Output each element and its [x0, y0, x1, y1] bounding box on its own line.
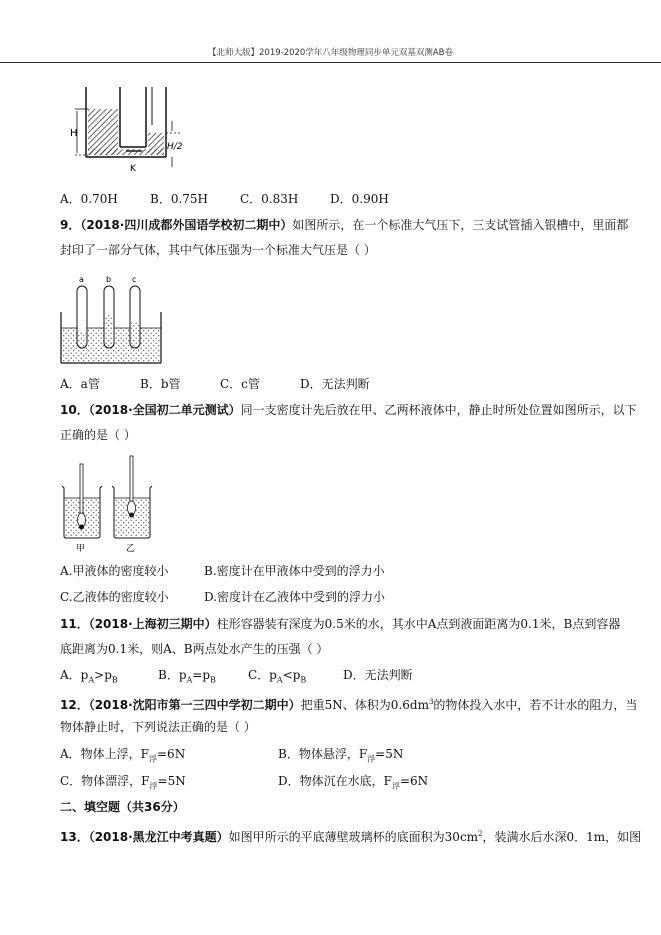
- q12-line1: 12．（2018·沈阳市第一三四中学初二期中）把重5N、体积为$0.6dm^3$的物体投入水中，若不计水的阻力，当: [60, 698, 638, 712]
- q10-number: 10．: [60, 403, 89, 417]
- q12-option-a: A．物体上浮，$F_浮=6N$: [60, 747, 186, 764]
- q9-number: 9．: [60, 218, 81, 232]
- q11-line2: 底距离为0.1米，则A、B两点处水产生的压强（ ）: [60, 642, 329, 656]
- q9-option-c: C．c管: [220, 377, 260, 391]
- q10-option-d: D.密度计在乙液体中受到的浮力小: [204, 590, 386, 604]
- label-h: H: [70, 128, 78, 139]
- q12-number: 12．: [60, 698, 89, 712]
- q11-option-a: A．$p_A>p_B$: [60, 668, 118, 685]
- q11-option-b: B．$p_A=p_B$: [158, 668, 216, 685]
- q8-option-d: D．0.90H: [330, 192, 389, 206]
- figure-test-tubes: [60, 272, 165, 367]
- q10-source: （2018·全国初二单元测试）: [88, 403, 241, 417]
- label-k: K: [130, 164, 136, 174]
- header-rule: [0, 62, 661, 63]
- q11-stem-1: 柱形容器装有深度为0.5米的水，其水中A点到液面距离为0.1米，B点到容器: [216, 617, 621, 631]
- q8-option-b: B．0.75H: [150, 192, 209, 206]
- q12-source: （2018·沈阳市第一三四中学初二期中）: [88, 698, 301, 712]
- q10-line1: [60, 403, 637, 417]
- q10-stem-1: 同一支密度计先后放在甲、乙两杯液体中，静止时所处位置如图所示，以下: [240, 403, 637, 417]
- q12-option-d: D．物体沉在水底，$F_浮=6N$: [278, 774, 429, 791]
- tube-label-c: c: [132, 275, 137, 284]
- q12-option-c: C．物体漂浮，$F_浮=5N$: [60, 774, 186, 791]
- q9-stem-1: 如图所示，在一个标准大气压下，三支试管插入银槽中，里面都: [292, 218, 629, 232]
- page-header: 【北师大版】2019-2020学年八年级物理同步单元双基双测AB卷: [208, 48, 453, 58]
- q13-number: 13．: [60, 830, 89, 844]
- section-heading-fill-in: 二、填空题（共36分）: [60, 800, 185, 814]
- q9-option-a: A．a管: [60, 377, 100, 391]
- q11-line1: [60, 617, 620, 631]
- beaker-label-yi: 乙: [126, 544, 136, 554]
- q10-option-b: B.密度计在甲液体中受到的浮力小: [204, 564, 385, 578]
- label-h2: H/2: [167, 142, 183, 152]
- q9-source: （2018·四川成都外国语学校初二期中）: [80, 218, 293, 232]
- q10-line2: 正确的是（ ）: [60, 428, 136, 442]
- q12-line2: 物体静止时，下列说法正确的是（ ）: [60, 720, 256, 734]
- q9-option-d: D．无法判断: [300, 377, 370, 391]
- q11-number: 11．: [60, 617, 89, 631]
- q8-option-c: C．0.83H: [240, 192, 299, 206]
- q9-option-b: B．b管: [140, 377, 181, 391]
- q11-option-d: D．无法判断: [343, 668, 413, 682]
- tube-label-b: b: [106, 275, 112, 284]
- q12-option-b: B．物体悬浮，$F_浮=5N$: [278, 747, 404, 764]
- q11-option-c: C．$p_A<p_B$: [248, 668, 307, 685]
- q13-line1: 13．（2018·黑龙江中考真题）如图甲所示的平底薄壁玻璃杯的底面积为$30cm^2$，装满水后水深0．1m，如图: [60, 830, 642, 844]
- q11-source: （2018·上海初三期中）: [88, 617, 217, 631]
- figure-connected-vessels: [62, 85, 192, 180]
- q9-line2: 封印了一部分气体，其中气体压强为一个标准大气压是（ ）: [60, 243, 376, 257]
- q10-option-a: A.甲液体的密度较小: [60, 564, 169, 578]
- q8-option-a: A．0.70H: [60, 192, 118, 206]
- q9-line1: [60, 218, 628, 232]
- beaker-label-jia: 甲: [76, 544, 86, 554]
- q13-source: （2018·黑龙江中考真题）: [88, 830, 229, 844]
- tube-label-a: a: [79, 275, 84, 284]
- q10-option-c: C.乙液体的密度较小: [60, 590, 169, 604]
- figure-hydrometers: [60, 454, 170, 554]
